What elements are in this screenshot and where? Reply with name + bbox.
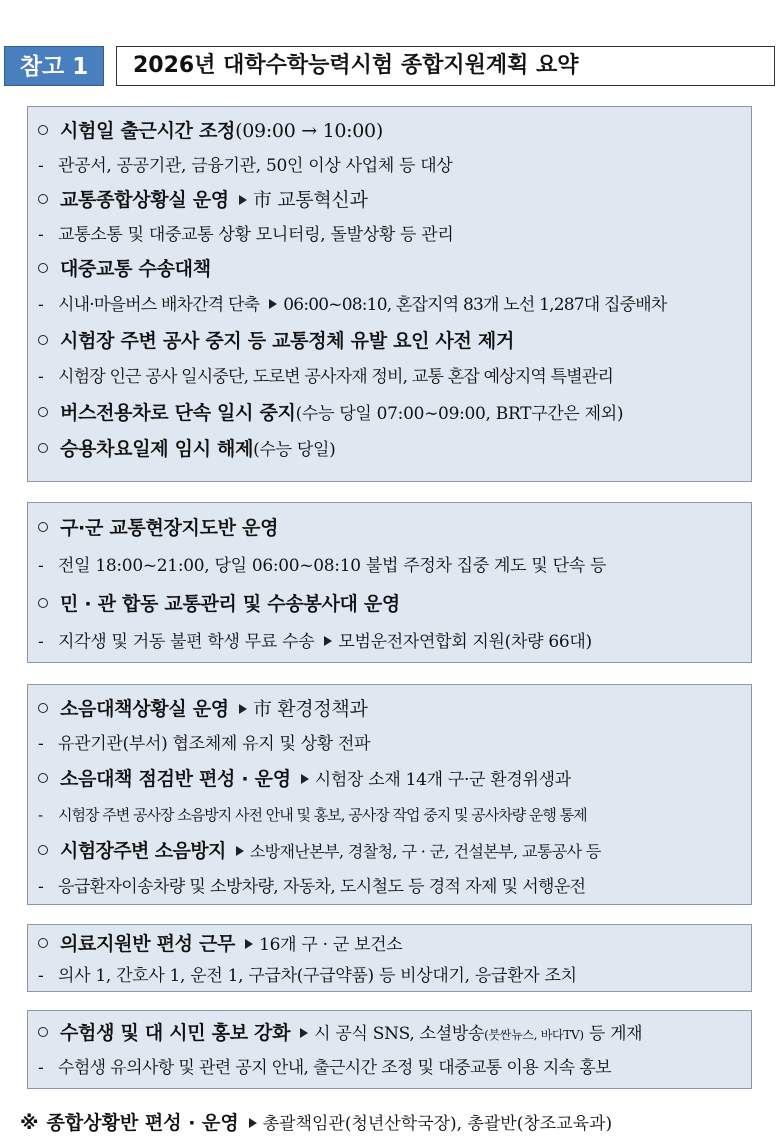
sub-item: - 의사 1, 간호사 1, 운전 1, 구급차(구급약품) 등 비상대기, 응급환자 조치 bbox=[38, 966, 577, 986]
traffic-panel bbox=[27, 106, 752, 482]
publicity-panel bbox=[27, 1010, 752, 1089]
bullet-item: 대중교통 수송대책 bbox=[38, 252, 743, 287]
circle-bullet-icon bbox=[38, 335, 48, 345]
triangle-arrow-icon bbox=[239, 704, 247, 714]
page-title: 2026년 대학수학능력시험 종합지원계획 요약 bbox=[116, 46, 775, 86]
footer-note: ※ 종합상황반 편성 · 운영 총괄책임관(청년산학국장), 총괄반(창조교육과) bbox=[20, 1112, 613, 1134]
sub-item: - 관공서, 공공기관, 금융기관, 50인 이상 사업체 등 대상 bbox=[38, 156, 453, 176]
sub-item: - 시험장 인근 공사 일시중단, 도로변 공사자재 정비, 교통 혼잡 예상지역 특별관리 bbox=[38, 367, 614, 387]
bullet-item: 의료지원반 편성 근무 16개 구 · 군 보건소 bbox=[38, 927, 743, 961]
triangle-arrow-icon bbox=[301, 774, 309, 784]
triangle-arrow-icon bbox=[300, 1028, 308, 1038]
circle-bullet-icon bbox=[38, 263, 48, 273]
title-row bbox=[4, 46, 775, 86]
circle-bullet-icon bbox=[38, 598, 48, 608]
bullet-item: 교통종합상황실 운영 市 교통혁신과 bbox=[38, 183, 743, 218]
sub-item: - 수험생 유의사항 및 관련 공지 안내, 출근시간 조정 및 대중교통 이용 지속 홍보 bbox=[38, 1058, 611, 1078]
triangle-arrow-icon bbox=[324, 636, 332, 646]
medical-panel bbox=[27, 924, 752, 992]
bullet-item: 소음대책상황실 운영 市 환경정책과 bbox=[38, 691, 743, 727]
reference-mark: ※ bbox=[20, 1112, 39, 1134]
sub-item: - 응급환자이송차량 및 소방차량, 자동차, 도시철도 등 경적 자제 및 서행운전 bbox=[38, 877, 586, 897]
circle-bullet-icon bbox=[38, 407, 48, 417]
sub-item: - 전일 18:00~21:00, 당일 06:00~08:10 불법 주정차 집중 계도 및 단속 등 bbox=[38, 556, 607, 576]
circle-bullet-icon bbox=[38, 522, 48, 532]
triangle-arrow-icon bbox=[236, 846, 244, 856]
bullet-item: 민 · 관 합동 교통관리 및 수송봉사대 운영 bbox=[38, 585, 743, 623]
bullet-item: 시험일 출근시간 조정(09:00 → 10:00) bbox=[38, 113, 743, 149]
bullet-item: 시험장주변 소음방지 소방재난본부, 경찰청, 구 · 군, 건설본부, 교통공사 등 bbox=[38, 833, 743, 869]
sub-item: - 시내·마을버스 배차간격 단축 06:00~08:10, 혼잡지역 83개 노선 1,287대 집중배차 bbox=[38, 295, 667, 315]
circle-bullet-icon bbox=[38, 194, 48, 204]
field-guidance-panel bbox=[27, 502, 752, 663]
circle-bullet-icon bbox=[38, 703, 48, 713]
bullet-item: 시험장 주변 공사 중지 등 교통정체 유발 요인 사전 제거 bbox=[38, 323, 743, 359]
sub-item: - 교통소통 및 대중교통 상황 모니터링, 돌발상황 등 관리 bbox=[38, 225, 454, 245]
circle-bullet-icon bbox=[38, 1027, 48, 1037]
bullet-item: 소음대책 점검반 편성 · 운영 시험장 소재 14개 구·군 환경위생과 bbox=[38, 761, 743, 797]
triangle-arrow-icon bbox=[269, 299, 277, 309]
circle-bullet-icon bbox=[38, 845, 48, 855]
circle-bullet-icon bbox=[38, 125, 48, 135]
bullet-item: 구·군 교통현장지도반 운영 bbox=[38, 509, 743, 547]
triangle-arrow-icon bbox=[239, 195, 247, 205]
triangle-arrow-icon bbox=[249, 1118, 257, 1128]
sub-item: - 시험장 주변 공사장 소음방지 사전 안내 및 홍보, 공사장 작업 중지 및 공사차량 운행 통제 bbox=[38, 806, 587, 824]
circle-bullet-icon bbox=[38, 443, 48, 453]
bullet-item: 수험생 및 대 시민 홍보 강화 시 공식 SNS, 소셜방송(붓싼뉴스, 바다TV) 등 게재 bbox=[38, 1015, 743, 1051]
triangle-arrow-icon bbox=[245, 939, 253, 949]
sub-item: - 지각생 및 거동 불편 학생 무료 수송 모범운전자연합회 지원(차량 66대) bbox=[38, 632, 592, 652]
noise-panel bbox=[27, 684, 752, 905]
circle-bullet-icon bbox=[38, 938, 48, 948]
sub-item: - 유관기관(부서) 협조체제 유지 및 상황 전파 bbox=[38, 734, 371, 754]
bullet-item: 승용차요일제 임시 해제(수능 당일) bbox=[38, 431, 743, 467]
bullet-item: 버스전용차로 단속 일시 중지(수능 당일 07:00∼09:00, BRT구간은 제외) bbox=[38, 395, 743, 431]
reference-tag: 참고 1 bbox=[4, 46, 104, 86]
circle-bullet-icon bbox=[38, 773, 48, 783]
